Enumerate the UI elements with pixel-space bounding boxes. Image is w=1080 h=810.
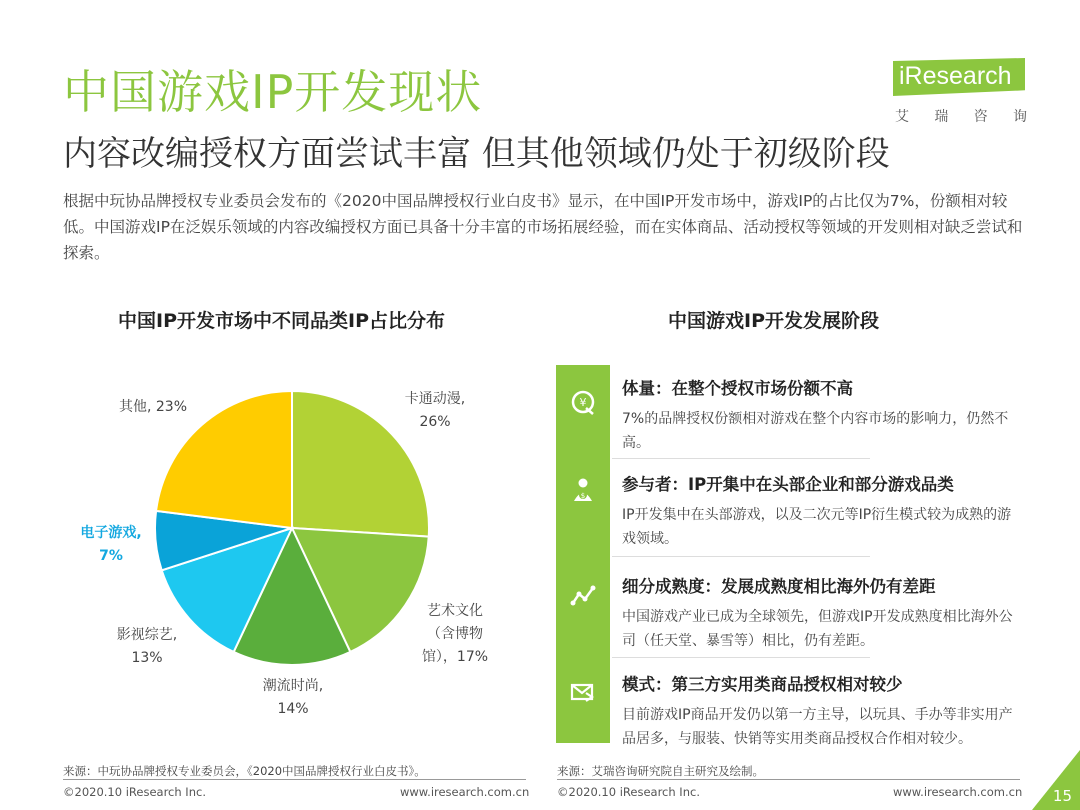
stage-icon-bar xyxy=(556,365,610,743)
stage-item-2 xyxy=(622,471,1017,551)
svg-text:¥: ¥ xyxy=(579,396,587,409)
stage-item-1-desc: 7%的品牌授权份额相对游戏在整个内容市场的影响力，仍然不高。 xyxy=(622,411,1009,451)
logo-cn-4: 询 xyxy=(1012,109,1027,125)
pie-label-cartoon-name: 卡通动漫, xyxy=(404,391,466,407)
pie-label-film xyxy=(92,624,202,670)
pie-label-other xyxy=(98,396,208,419)
pie-label-art xyxy=(400,600,510,669)
stage-item-4-desc: 目前游戏IP商品开发仍以第一方主导，以玩具、手办等非实用产品居多，与服装、快销等实用类商品授权合作相对较少。 xyxy=(622,707,1013,747)
pie-label-film-value: 13% xyxy=(131,650,163,666)
trend-line-icon xyxy=(570,583,596,609)
envelope-arrow-icon xyxy=(570,679,596,705)
pie-label-cartoon-value: 26% xyxy=(419,414,451,430)
stage-item-1-heading: 体量：在整个授权市场份额不高 xyxy=(622,379,853,398)
pie-label-fashion xyxy=(238,675,348,721)
website-right[interactable]: www.iresearch.com.cn xyxy=(893,785,1023,799)
source-right: 来源：艾瑞咨询研究院自主研究及绘制。 xyxy=(557,764,764,778)
stage-divider-3 xyxy=(612,657,870,658)
logo-cn xyxy=(895,106,1027,126)
logo-cn-2: 瑞 xyxy=(934,109,949,125)
pie-label-game-name: 电子游戏, xyxy=(80,525,142,541)
source-left: 来源：中玩协品牌授权专业委员会，《2020中国品牌授权行业白皮书》。 xyxy=(63,764,426,778)
logo-brand: iResearch xyxy=(899,62,1012,90)
pie-label-fashion-value: 14% xyxy=(277,701,309,717)
iresearch-logo xyxy=(893,58,1033,128)
website-left[interactable]: www.iresearch.com.cn xyxy=(400,785,530,799)
person-dollar-icon xyxy=(570,477,596,503)
copyright-left: ©2020.10 iResearch Inc. xyxy=(63,785,206,799)
logo-cn-1: 艾 xyxy=(895,109,909,125)
stage-item-1 xyxy=(622,375,1017,455)
footer-rule-left xyxy=(63,779,526,780)
stage-item-3-heading: 细分成熟度：发展成熟度相比海外仍有差距 xyxy=(622,577,936,596)
page-number: 15 xyxy=(1052,787,1072,805)
stage-item-2-heading: 参与者：IP开集中在头部企业和部分游戏品类 xyxy=(622,475,954,494)
intro-paragraph: 根据中玩协品牌授权专业委员会发布的《2020中国品牌授权行业白皮书》显示，在中国IP开发市场中，游戏IP的占比仅为7%，份额相对较低。中国游戏IP在泛娱乐领域的内容改编授权方面已具备十分丰富的市场拓展经验，而在实体商品、活动授权等领域的开发则相对缺乏尝试和探索。 xyxy=(63,192,1023,262)
logo-cn-3: 咨 xyxy=(973,109,988,125)
stage-item-4 xyxy=(622,671,1017,751)
svg-text:$: $ xyxy=(580,492,586,500)
footer-rule-right xyxy=(557,779,1020,780)
stage-item-3 xyxy=(622,573,1017,653)
pie-label-other-name: 其他, 23% xyxy=(118,399,188,415)
pie-label-fashion-name: 潮流时尚, xyxy=(262,678,324,694)
stage-divider-2 xyxy=(612,556,870,557)
stage-item-4-heading: 模式：第三方实用类商品授权相对较少 xyxy=(622,675,903,694)
right-section-title: 中国游戏IP开发发展阶段 xyxy=(668,310,879,332)
stage-item-2-desc: IP开发集中在头部游戏，以及二次元等IP衍生模式较为成熟的游戏领域。 xyxy=(622,507,1012,547)
pie-label-film-name: 影视综艺, xyxy=(116,627,178,643)
page-title: 中国游戏IP开发现状 xyxy=(63,65,483,119)
stage-item-3-desc: 中国游戏产业已成为全球领先，但游戏IP开发成熟度相比海外公司（任天堂、暴雪等）相比，仍有差距。 xyxy=(622,609,1013,649)
pie-label-cartoon xyxy=(380,388,490,434)
pie-label-game-value: 7% xyxy=(99,548,123,564)
coin-hand-icon xyxy=(570,390,596,416)
pie-label-art-l2: （含博物 xyxy=(427,626,483,642)
pie-label-game xyxy=(56,522,166,568)
left-section-title: 中国IP开发市场中不同品类IP占比分布 xyxy=(118,310,445,332)
copyright-right: ©2020.10 iResearch Inc. xyxy=(557,785,700,799)
page-subtitle: 内容改编授权方面尝试丰富 但其他领域仍处于初级阶段 xyxy=(63,134,890,174)
stage-divider-1 xyxy=(612,458,870,459)
pie-label-art-l1: 艺术文化 xyxy=(427,603,483,619)
pie-label-art-l3: 馆），17% xyxy=(421,649,489,665)
